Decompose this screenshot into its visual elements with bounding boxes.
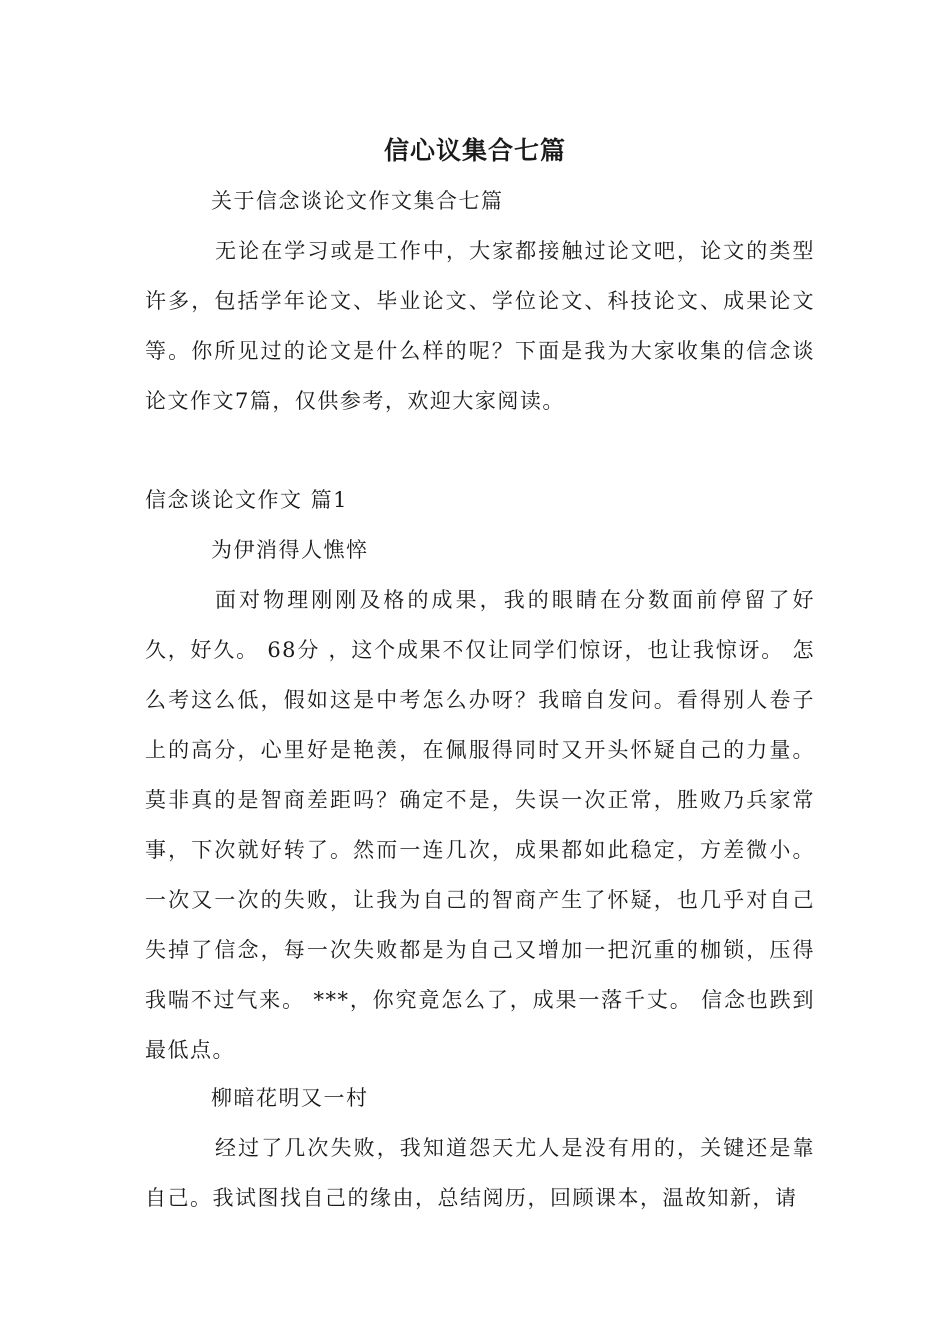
section-subheading: 为伊消得人憔悴 (211, 538, 369, 562)
body-paragraph: 面对物理刚刚及格的成果，我的眼睛在分数面前停留了好久，好久。 68分 ，这个成果不仅让同学们惊讶，也让我惊讶。 怎么考这么低，假如这是中考怎么办呀？我暗自发问。看得别人卷子上的高分，心里好是艳羡，在佩服得同时又开头怀疑自己的力量。 莫非真的是智商差距吗？确定不是，失误一次正常，胜败乃兵家常事，下次就好转了。然而一连几次，成果都如此稳定，方差微小。一次又一次的失败，让我为自己的智商产生了怀疑，也几乎对自己失掉了信念，每一次失败都是为自己又增加一把沉重的枷锁，压得我喘不过气来。 ***，你究竟怎么了，成果一落千丈。 信念也跌到最低点。 (145, 588, 815, 1062)
document-subtitle: 关于信念谈论文作文集合七篇 (211, 189, 504, 213)
section-subheading: 柳暗花明又一村 (211, 1086, 369, 1110)
document-title: 信心议集合七篇 (383, 136, 566, 165)
body-paragraph: 经过了几次失败，我知道怨天尤人是没有用的，关键还是靠自己。我试图找自己的缘由，总结阅历，回顾课本，温故知新，请 (145, 1136, 815, 1210)
section-heading: 信念谈论文作文 篇1 (145, 488, 349, 512)
intro-paragraph: 无论在学习或是工作中，大家都接触过论文吧，论文的类型许多，包括学年论文、毕业论文、学位论文、科技论文、成果论文等。你所见过的论文是什么样的呢？下面是我为大家收集的信念谈论文作文7篇，仅供参考，欢迎大家阅读。 (145, 239, 815, 413)
